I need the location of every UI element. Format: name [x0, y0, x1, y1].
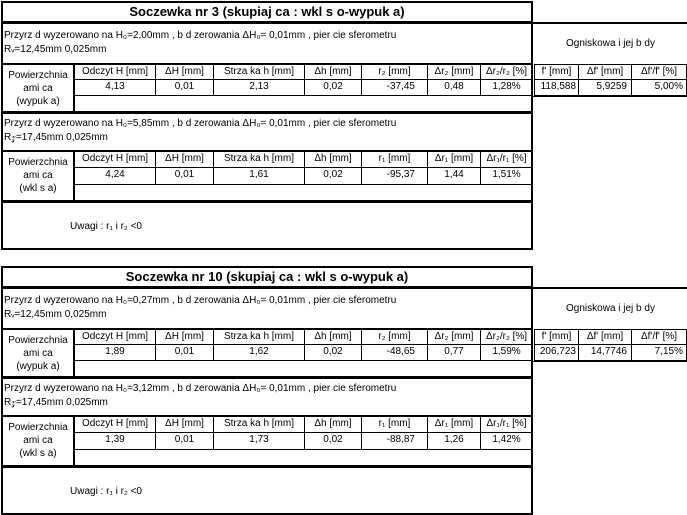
value-cell: 0,48 [427, 79, 481, 96]
header-cell: ΔH [mm] [155, 329, 214, 345]
focal-header-cell: Δf'/f' [%] [631, 64, 687, 80]
surface-label-concave: Powierzchnia ami ca (wkl s a) [2, 151, 74, 201]
convex-info-line-1: Przyrz d wyzerowano na H₀=2,00mm , b d zerowania ΔH₀= 0,01mm , pier cie sferometru [4, 30, 397, 41]
value-cell: 1,62 [213, 344, 305, 361]
header-cell: Δr₂/r₂ [%] [480, 329, 533, 345]
convex-info-line-2: Rᵥ=12,45mm 0,025mm [4, 44, 107, 55]
header-cell: Δh [mm] [304, 151, 362, 168]
concave-info-line-1: Przyrz d wyzerowano na H₀=3,12mm , b d zerowania ΔH₀= 0,01mm , pier cie sferometru [4, 383, 397, 394]
surface-label-convex: Powierzchnia ami ca (wypuk a) [2, 329, 74, 377]
header-cell: r₁ [mm] [361, 416, 428, 433]
concave-info-line-1: Przyrz d wyzerowano na H₀=5,85mm , b d zerowania ΔH₀= 0,01mm , pier cie sferometru [4, 118, 397, 129]
header-cell: Odczyt H [mm] [74, 329, 156, 345]
header-cell: Strza ka h [mm] [213, 151, 305, 168]
header-cell: Δr₁/r₁ [%] [480, 416, 533, 433]
value-cell: 1,59% [480, 344, 533, 361]
header-cell: Δr₁ [mm] [427, 151, 481, 168]
focal-value-cell: 5,00% [631, 79, 687, 96]
value-cell: -95,37 [361, 167, 428, 185]
header-cell: Strza ka h [mm] [213, 416, 305, 433]
value-cell: 0,01 [155, 79, 214, 96]
header-cell: Δh [mm] [304, 416, 362, 433]
focal-value-cell: 7,15% [631, 344, 687, 361]
header-cell: Strza ka h [mm] [213, 329, 305, 345]
header-cell: r₁ [mm] [361, 151, 428, 168]
header-cell: Δr₂ [mm] [427, 329, 481, 345]
header-cell: Δh [mm] [304, 329, 362, 345]
focal-title: Ogniskowa i jej b dy [566, 38, 655, 49]
value-cell: 1,39 [74, 432, 156, 450]
value-cell: 1,89 [74, 344, 156, 361]
value-cell: 4,24 [74, 167, 156, 185]
header-cell: ΔH [mm] [155, 416, 214, 433]
focal-title: Ogniskowa i jej b dy [566, 303, 655, 314]
value-cell: 0,77 [427, 344, 481, 361]
value-cell: 0,02 [304, 79, 362, 96]
value-cell: -37,45 [361, 79, 428, 96]
header-cell: ΔH [mm] [155, 151, 214, 168]
value-cell: 0,02 [304, 167, 362, 185]
focal-header-cell: f' [mm] [534, 329, 579, 345]
value-cell: 1,42% [480, 432, 533, 450]
header-cell: r₂ [mm] [361, 64, 428, 80]
value-cell: 1,73 [213, 432, 305, 450]
lens-title: Soczewka nr 10 (skupiaj ca : wkl s o-wypuk a) [1, 266, 533, 288]
focal-value-cell: 206,723 [534, 344, 579, 361]
lens-title: Soczewka nr 3 (skupiaj ca : wkl s o-wypuk a) [1, 1, 533, 23]
header-cell: ΔH [mm] [155, 64, 214, 80]
header-cell: Δr₂ [mm] [427, 64, 481, 80]
remarks: Uwagi : r₁ i r₂ <0 [70, 486, 142, 497]
concave-info-line-2: R𝓏=17,45mm 0,025mm [4, 397, 108, 408]
surface-label-concave: Powierzchnia ami ca (wkl s a) [2, 416, 74, 466]
value-cell: 1,28% [480, 79, 533, 96]
value-cell: 1,51% [480, 167, 533, 185]
value-cell: 0,02 [304, 432, 362, 450]
value-cell: 0,01 [155, 344, 214, 361]
value-cell: 0,02 [304, 344, 362, 361]
value-cell: 2,13 [213, 79, 305, 96]
focal-header-cell: f' [mm] [534, 64, 579, 80]
value-cell: 1,61 [213, 167, 305, 185]
concave-info-line-2: R𝓏=17,45mm 0,025mm [4, 132, 108, 143]
header-cell: Strza ka h [mm] [213, 64, 305, 80]
header-cell: Δr₁ [mm] [427, 416, 481, 433]
value-cell: 1,26 [427, 432, 481, 450]
focal-header-cell: Δf' [mm] [578, 64, 632, 80]
header-cell: Δh [mm] [304, 64, 362, 80]
remarks: Uwagi : r₁ i r₂ <0 [70, 221, 142, 232]
value-cell: 4,13 [74, 79, 156, 96]
header-cell: Δr₁/r₁ [%] [480, 151, 533, 168]
focal-value-cell: 14,7746 [578, 344, 632, 361]
value-cell: 1,44 [427, 167, 481, 185]
focal-value-cell: 118,588 [534, 79, 579, 96]
header-cell: Odczyt H [mm] [74, 416, 156, 433]
surface-label-convex: Powierzchnia ami ca (wypuk a) [2, 64, 74, 112]
value-cell: -48,65 [361, 344, 428, 361]
header-cell: Odczyt H [mm] [74, 64, 156, 80]
focal-header-cell: Δf' [mm] [578, 329, 632, 345]
focal-value-cell: 5,9259 [578, 79, 632, 96]
header-cell: Odczyt H [mm] [74, 151, 156, 168]
value-cell: 0,01 [155, 432, 214, 450]
convex-info-line-1: Przyrz d wyzerowano na H₀=0,27mm , b d zerowania ΔH₀= 0,01mm , pier cie sferometru [4, 295, 397, 306]
convex-info-line-2: Rᵥ=12,45mm 0,025mm [4, 309, 107, 320]
focal-header-cell: Δf'/f' [%] [631, 329, 687, 345]
value-cell: 0,01 [155, 167, 214, 185]
value-cell: -88,87 [361, 432, 428, 450]
header-cell: Δr₂/r₂ [%] [480, 64, 533, 80]
header-cell: r₂ [mm] [361, 329, 428, 345]
